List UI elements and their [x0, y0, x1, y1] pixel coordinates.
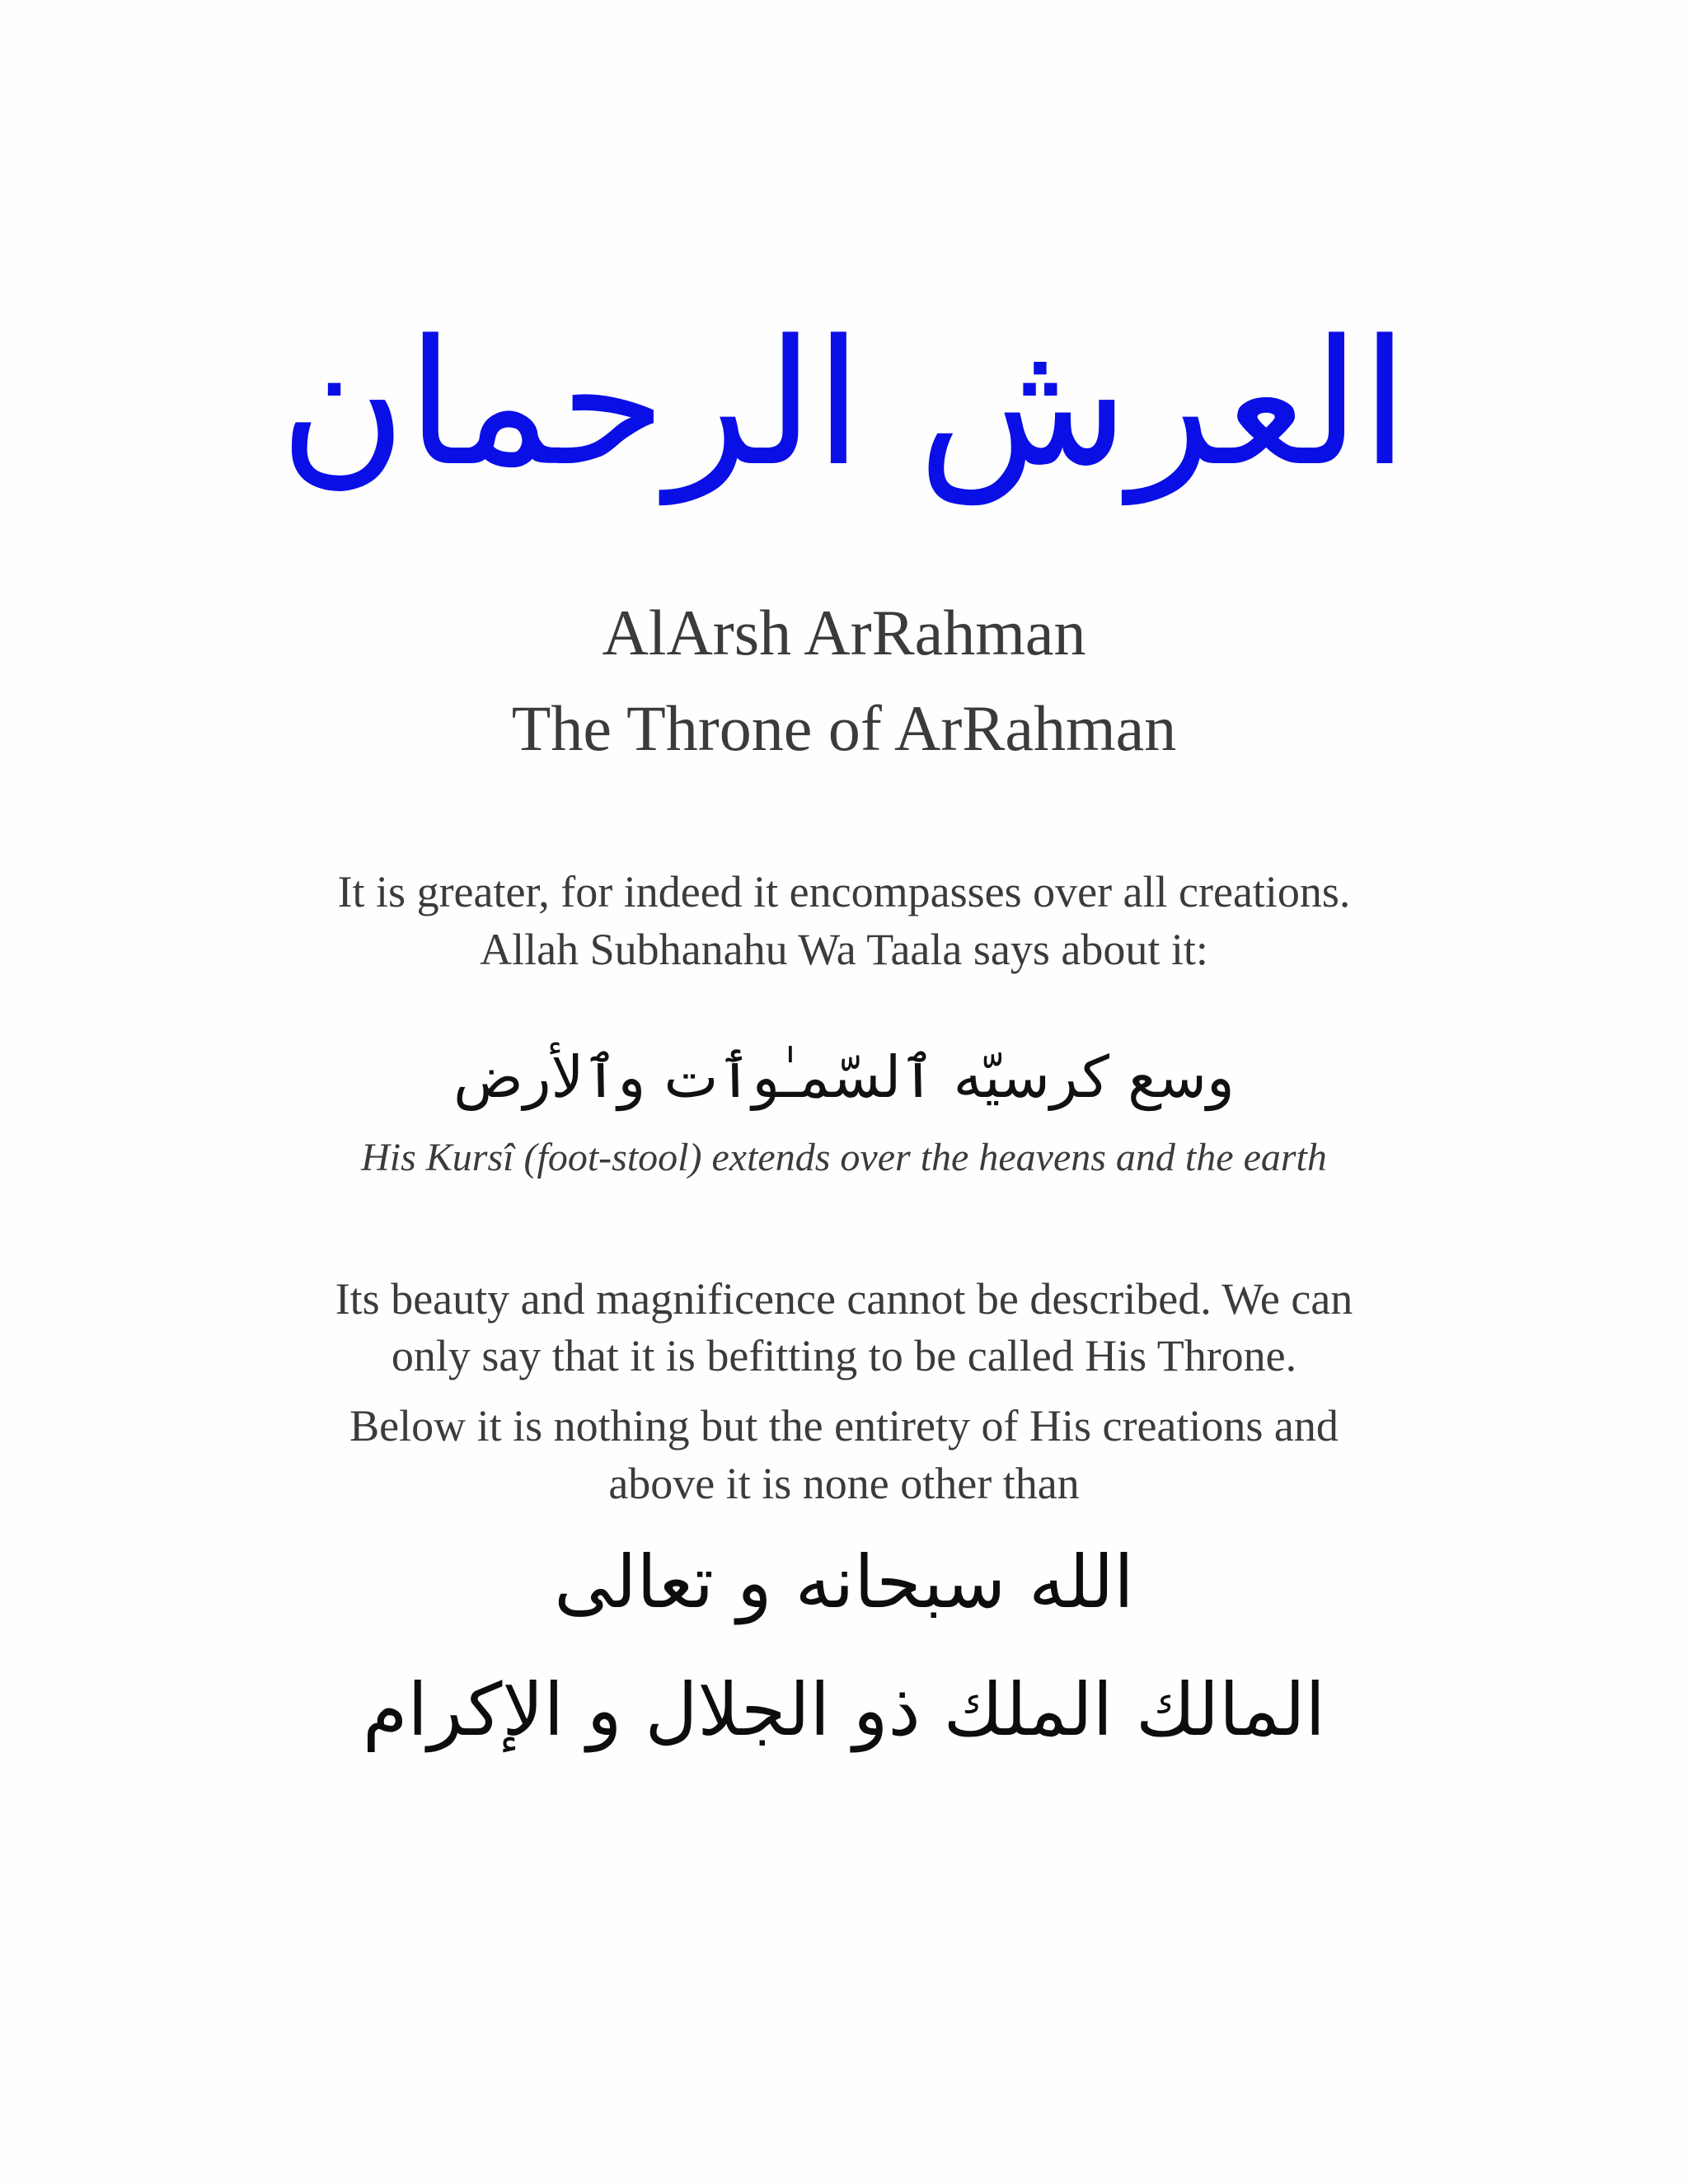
arabic-title: العرش الرحمان [279, 302, 1409, 504]
description-p2-line-2: above it is none other than [608, 1459, 1080, 1508]
closing-arabic-line-1: الله سبحانه و تعالى [554, 1540, 1134, 1624]
intro-line-1: It is greater, for indeed it encompasses over all creations. [337, 867, 1351, 916]
transliterated-title: AlArsh ArRahman [602, 597, 1086, 668]
quran-verse-arabic: وسع كرسيّه ٱلسّمـٰوٲت وٱلأرض [453, 1043, 1235, 1111]
verse-translation: His Kursî (foot-stool) extends over the heavens and the earth [361, 1136, 1327, 1179]
closing-arabic-line-2: المالك الملك ذو الجلال و الإكرام [363, 1667, 1325, 1752]
intro-line-2: Allah Subhanahu Wa Taala says about it: [480, 925, 1208, 974]
description-p2-line-1: Below it is nothing but the entirety of His creations and [349, 1401, 1339, 1451]
description-p1-line-2: only say that it is befitting to be called His Throne. [391, 1331, 1297, 1380]
english-title: The Throne of ArRahman [511, 692, 1177, 764]
description-p1-line-1: Its beauty and magnificence cannot be described. We can [335, 1274, 1353, 1324]
